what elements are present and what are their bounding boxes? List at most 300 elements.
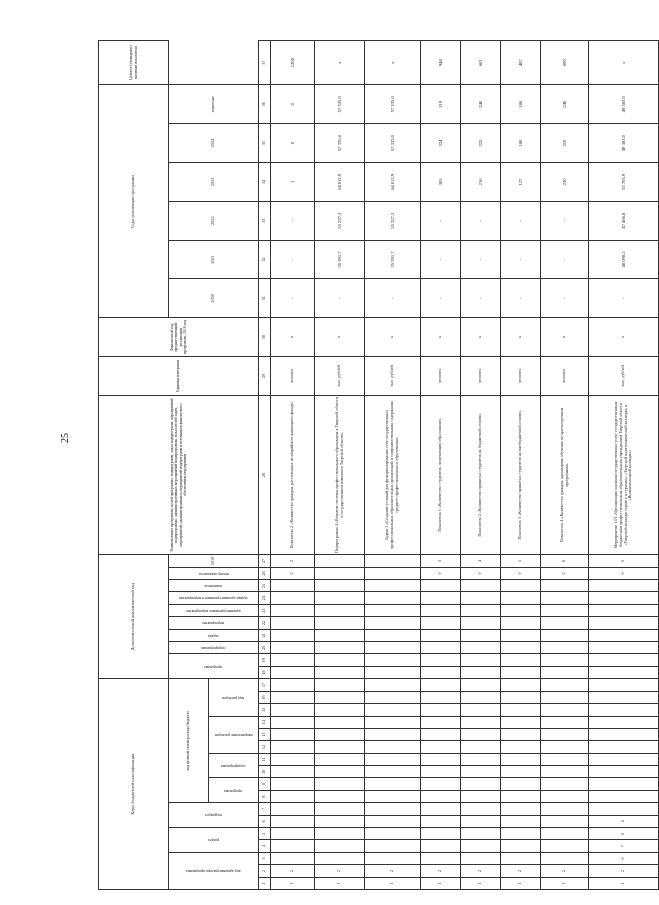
code-cell	[421, 592, 461, 604]
code-cell	[461, 704, 501, 716]
code-cell	[501, 592, 541, 604]
code-cell	[315, 567, 365, 579]
code-cell	[365, 704, 421, 716]
code-cell	[271, 741, 315, 753]
code-cell	[541, 815, 589, 827]
code-cell	[501, 654, 541, 666]
code-cell	[501, 828, 541, 840]
code-cell	[271, 790, 315, 802]
code-cell	[589, 592, 659, 604]
code-cell	[315, 629, 365, 641]
column-number-row	[259, 41, 271, 890]
code-cell: 2	[461, 865, 501, 877]
row-year-value-cell: -	[271, 201, 315, 240]
row-year-value-cell: 49 383,0	[589, 124, 659, 163]
code-cell	[271, 654, 315, 666]
code-cell	[271, 766, 315, 778]
code-cell	[315, 815, 365, 827]
code-cell	[421, 642, 461, 654]
table-row	[461, 41, 501, 890]
column-number-cell: 20	[259, 642, 271, 654]
code-cell	[271, 617, 315, 629]
header-subprogram: подпрограмма	[209, 753, 259, 778]
code-cell	[501, 728, 541, 740]
code-cell	[421, 728, 461, 740]
rotated-table-wrapper	[98, 40, 633, 890]
code-cell	[315, 790, 365, 802]
code-cell	[365, 555, 421, 567]
header-year-6: 2024	[169, 124, 259, 163]
header-csr-group: код целевой статьи расхода бюджета	[169, 679, 209, 803]
code-cell	[315, 828, 365, 840]
code-cell	[271, 852, 315, 864]
code-cell	[541, 604, 589, 616]
code-cell	[271, 580, 315, 592]
code-cell	[315, 803, 365, 815]
row-year-value-cell: -	[421, 279, 461, 318]
column-number-cell: 8	[259, 790, 271, 802]
code-cell	[461, 592, 501, 604]
code-cell	[461, 666, 501, 678]
row-year-value-cell: 216	[461, 162, 501, 201]
code-cell	[541, 803, 589, 815]
row-name-cell: Показатель 1 «Количество студентов, получающих образование»	[421, 395, 461, 555]
code-cell	[421, 852, 461, 864]
column-number-cell: 11	[259, 753, 271, 765]
code-cell	[541, 728, 589, 740]
row-year-value-cell: 57 335,0	[315, 85, 365, 124]
column-number-cell: 25	[259, 580, 271, 592]
header-add-activity: мероприятие	[169, 617, 259, 629]
row-target-cell: 487	[501, 41, 541, 85]
code-cell: 0	[461, 567, 501, 579]
code-cell	[501, 629, 541, 641]
row-year-value-cell: 319	[421, 85, 461, 124]
row-name-cell: Мероприятие 1.01 «Организация оказания государственных услуг государственным бюджетным профессиональным образовательным учреждением Тверской области «Тверской колледж сервиса и туризма», «Тверской политехнический колледж» и «Вышневолоцкий колледж»»	[589, 395, 659, 555]
code-cell	[365, 679, 421, 692]
code-cell	[421, 679, 461, 692]
column-number-cell: 29	[259, 356, 271, 395]
code-cell	[365, 654, 421, 666]
code-cell	[421, 580, 461, 592]
code-cell	[461, 815, 501, 827]
code-cell	[365, 592, 421, 604]
code-cell	[271, 666, 315, 678]
column-number-cell: 1	[259, 877, 271, 889]
header-year-1: 2019	[169, 555, 259, 567]
code-cell	[589, 604, 659, 616]
code-cell	[541, 580, 589, 592]
row-name-cell: Подпрограмма 4 «Развитие системы профессионального образования в Тверской области в государственном комплексе Тверской области»	[315, 395, 365, 555]
code-cell	[271, 592, 315, 604]
row-name-cell: Показатель 2 «Количество принятых студентов на бюджетной основе»	[461, 395, 501, 555]
code-cell	[315, 642, 365, 654]
column-number-cell: 37	[259, 41, 271, 85]
row-year-value-cell: -	[541, 240, 589, 279]
code-cell	[365, 778, 421, 790]
row-year-value-cell: -	[541, 201, 589, 240]
row-year-value-cell: -	[461, 201, 501, 240]
code-cell	[365, 666, 421, 678]
row-year-value-cell: 305	[421, 162, 461, 201]
code-cell	[541, 666, 589, 678]
code-cell	[589, 778, 659, 790]
code-cell	[501, 704, 541, 716]
row-year-value-cell: -	[271, 279, 315, 318]
row-year-value-cell: -	[315, 279, 365, 318]
code-cell	[315, 666, 365, 678]
code-cell	[501, 840, 541, 852]
code-cell: 2	[365, 865, 421, 877]
code-cell	[315, 766, 365, 778]
column-number-cell: 13	[259, 728, 271, 740]
code-cell	[541, 691, 589, 703]
code-cell	[501, 642, 541, 654]
code-cell	[365, 629, 421, 641]
code-cell	[315, 840, 365, 852]
header-subsection: подраздел	[169, 803, 259, 828]
header-add-indicator: показатель	[169, 580, 259, 592]
row-year-value-cell: 0	[271, 124, 315, 163]
row-target-cell: 1200	[271, 41, 315, 85]
code-cell	[315, 704, 365, 716]
code-cell	[501, 790, 541, 802]
row-year-value-cell: 57 335,0	[365, 124, 421, 163]
header-direction: направление расходов	[209, 716, 259, 753]
column-number-cell: 28	[259, 395, 271, 555]
column-number-cell: 30	[259, 318, 271, 357]
code-cell: 0	[541, 567, 589, 579]
code-cell	[541, 629, 589, 641]
row-year-value-cell: 220	[541, 162, 589, 201]
header-additional-code: Дополнительный аналитический код	[99, 555, 169, 679]
row-year-value-cell: 57 335,0	[365, 85, 421, 124]
code-cell	[365, 580, 421, 592]
row-year-value-cell: 240	[541, 85, 589, 124]
row-fin-year-cell: х	[365, 318, 421, 357]
code-cell	[315, 691, 365, 703]
code-cell	[271, 728, 315, 740]
table-row	[421, 41, 461, 890]
code-cell	[421, 828, 461, 840]
row-year-value-cell: 127	[501, 162, 541, 201]
row-name-cell: Показатель 3 «Количество принятых студентов на внебюджетной основе»	[501, 395, 541, 555]
code-cell	[271, 778, 315, 790]
row-year-value-cell: 55 391,7	[315, 240, 365, 279]
code-cell: 4	[589, 815, 659, 827]
column-number-cell: 19	[259, 654, 271, 666]
code-cell	[461, 766, 501, 778]
code-cell	[501, 741, 541, 753]
row-unit-cell: человек	[461, 356, 501, 395]
code-cell	[271, 679, 315, 692]
row-fin-year-cell: х	[461, 318, 501, 357]
column-number-cell: 36	[259, 85, 271, 124]
code-cell: 2	[501, 865, 541, 877]
row-fin-year-cell: х	[501, 318, 541, 357]
code-cell	[461, 629, 501, 641]
code-cell	[315, 753, 365, 765]
column-number-cell: 7	[259, 803, 271, 815]
code-cell	[461, 828, 501, 840]
code-cell: 1	[589, 877, 659, 889]
code-cell	[315, 617, 365, 629]
header-year-2: 2020	[169, 279, 259, 318]
code-cell	[421, 691, 461, 703]
code-cell	[541, 741, 589, 753]
row-target-cell: х	[365, 41, 421, 85]
code-cell: 0	[589, 852, 659, 864]
code-cell	[541, 778, 589, 790]
code-cell: 1	[315, 877, 365, 889]
column-number-cell: 27	[259, 555, 271, 567]
code-cell	[501, 580, 541, 592]
code-cell	[315, 679, 365, 692]
code-cell	[589, 691, 659, 703]
column-number-cell: 14	[259, 716, 271, 728]
row-target-cell: 690	[541, 41, 589, 85]
row-year-value-cell: -	[589, 279, 659, 318]
header-name-column: Наименование программы, целей программы, подпрограмм, задач подпрограмм, мероприятий подпрограммы, административных мероприятий подпрограммы, показателей задач, мероприятий, административных мероприятий подпрограмм и источников финансового обеспечения мероприятия	[99, 395, 259, 555]
code-cell	[315, 716, 365, 728]
header-fin-year-column: Финансовый год, предшествующий реализации программы, 2018 год	[99, 318, 259, 357]
column-number-cell: 2	[259, 865, 271, 877]
header-add-subprogram: подпрограмма	[169, 642, 259, 654]
code-cell	[541, 642, 589, 654]
code-cell	[461, 852, 501, 864]
code-cell	[421, 716, 461, 728]
row-year-value-cell: -	[501, 240, 541, 279]
row-year-value-cell: 55 227,3	[365, 201, 421, 240]
code-cell	[315, 592, 365, 604]
row-year-value-cell: 324	[421, 124, 461, 163]
header-admin-code: код администратора программы	[169, 852, 259, 889]
code-cell	[501, 803, 541, 815]
code-cell	[421, 840, 461, 852]
row-unit-cell: тыс. рублей	[589, 356, 659, 395]
row-year-value-cell: -	[421, 240, 461, 279]
code-cell	[461, 840, 501, 852]
table-row	[365, 41, 421, 890]
code-cell	[421, 617, 461, 629]
column-number-cell: 10	[259, 766, 271, 778]
row-year-value-cell: 53 705,9	[589, 162, 659, 201]
code-cell: 2	[541, 865, 589, 877]
code-cell	[271, 604, 315, 616]
column-number-cell: 4	[259, 840, 271, 852]
column-number-cell: 15	[259, 704, 271, 716]
header-add-program: программа	[169, 654, 259, 679]
code-cell	[541, 679, 589, 692]
code-cell	[271, 753, 315, 765]
code-cell	[541, 766, 589, 778]
row-year-value-cell: -	[271, 240, 315, 279]
code-cell	[365, 840, 421, 852]
code-cell	[541, 704, 589, 716]
header-add-activity-tasks: задачи административного мероприятия	[169, 592, 259, 604]
table-row	[541, 41, 589, 890]
row-name-cell: Задача 1 «Создание условий для функционирования сети государственных профессиональных образовательных организаций и совершенствования содержания среднего профессионального образования»	[365, 395, 421, 555]
header-target-group: Целевое (суммарное) значение показателя	[99, 41, 169, 85]
code-cell	[541, 753, 589, 765]
column-number-cell: 21	[259, 629, 271, 641]
row-year-value-cell: -	[501, 279, 541, 318]
row-year-value-cell: -	[541, 279, 589, 318]
row-unit-cell: тыс. рублей	[315, 356, 365, 395]
column-number-cell: 24	[259, 592, 271, 604]
row-year-value-cell: 180	[501, 85, 541, 124]
code-cell	[541, 840, 589, 852]
code-cell	[541, 790, 589, 802]
code-cell	[421, 604, 461, 616]
code-cell	[461, 778, 501, 790]
code-cell	[365, 567, 421, 579]
row-fin-year-cell: х	[421, 318, 461, 357]
code-cell	[589, 741, 659, 753]
row-year-value-cell: 48 098,2	[589, 240, 659, 279]
code-cell: 0	[589, 567, 659, 579]
code-cell	[421, 778, 461, 790]
column-number-cell: 6	[259, 815, 271, 827]
code-cell	[271, 803, 315, 815]
row-year-value-cell: -	[461, 240, 501, 279]
row-year-value-cell: -	[421, 201, 461, 240]
code-cell	[271, 828, 315, 840]
code-cell: 4	[461, 555, 501, 567]
code-cell	[365, 766, 421, 778]
column-number-cell: 35	[259, 124, 271, 163]
code-cell	[589, 803, 659, 815]
table-row	[589, 41, 659, 890]
code-cell	[365, 642, 421, 654]
column-number-cell: 9	[259, 778, 271, 790]
budget-program-table	[98, 40, 659, 890]
header-unit-column: Единица измерения	[99, 356, 259, 395]
row-year-value-cell: -	[461, 279, 501, 318]
code-cell	[365, 691, 421, 703]
code-cell	[365, 815, 421, 827]
table-row	[315, 41, 365, 890]
code-cell	[315, 852, 365, 864]
code-cell	[461, 580, 501, 592]
column-number-cell: 32	[259, 240, 271, 279]
code-cell: 7	[589, 840, 659, 852]
code-cell	[315, 580, 365, 592]
row-unit-cell: человек	[421, 356, 461, 395]
header-codes-budget: Коды бюджетной классификации	[99, 679, 169, 890]
code-cell	[501, 778, 541, 790]
code-cell	[589, 642, 659, 654]
code-cell	[421, 704, 461, 716]
row-unit-cell: человек	[271, 356, 315, 395]
code-cell	[271, 815, 315, 827]
code-cell	[541, 617, 589, 629]
code-cell	[365, 617, 421, 629]
row-target-cell: 681	[461, 41, 501, 85]
code-cell	[589, 617, 659, 629]
code-cell: 5	[501, 555, 541, 567]
code-cell: 1	[421, 877, 461, 889]
code-cell	[315, 728, 365, 740]
header-expense-type: вид расходов	[209, 679, 259, 716]
code-cell	[589, 580, 659, 592]
code-cell	[461, 654, 501, 666]
row-year-value-cell: 210	[541, 124, 589, 163]
header-row-1	[99, 41, 169, 890]
code-cell	[589, 766, 659, 778]
code-cell	[501, 716, 541, 728]
row-year-value-cell: -	[365, 279, 421, 318]
header-target-sub: значение	[169, 85, 259, 124]
code-cell	[315, 654, 365, 666]
code-cell	[501, 691, 541, 703]
code-cell	[365, 790, 421, 802]
code-cell	[461, 642, 501, 654]
code-cell: 2	[271, 555, 315, 567]
code-cell	[271, 629, 315, 641]
code-cell	[421, 666, 461, 678]
row-year-value-cell: 64 012,9	[365, 162, 421, 201]
code-cell: 2	[589, 865, 659, 877]
code-cell	[461, 728, 501, 740]
row-name-cell: Показатель 4 «Количество граждан, прошедших обучение по краткосрочным программам»	[541, 395, 589, 555]
column-number-cell: 31	[259, 279, 271, 318]
code-cell	[541, 592, 589, 604]
code-cell	[461, 803, 501, 815]
code-cell	[315, 555, 365, 567]
code-cell	[421, 803, 461, 815]
code-cell: 1	[365, 877, 421, 889]
header-section: раздел	[169, 828, 259, 853]
row-year-value-cell: 57 335,0	[315, 124, 365, 163]
code-cell	[421, 790, 461, 802]
header-program: программа	[209, 778, 259, 803]
column-number-cell: 18	[259, 666, 271, 678]
code-cell	[421, 815, 461, 827]
code-cell	[589, 629, 659, 641]
row-fin-year-cell: х	[315, 318, 365, 357]
code-cell	[541, 852, 589, 864]
header-year-3: 2021	[169, 240, 259, 279]
code-cell	[589, 666, 659, 678]
code-cell	[315, 604, 365, 616]
code-cell: 0	[271, 567, 315, 579]
code-cell	[541, 828, 589, 840]
code-cell	[501, 852, 541, 864]
code-cell: 0	[589, 828, 659, 840]
code-cell	[421, 654, 461, 666]
row-year-value-cell: -	[501, 201, 541, 240]
header-add-task: задача	[169, 629, 259, 641]
budget-table-area	[98, 40, 633, 890]
code-cell	[501, 679, 541, 692]
code-cell	[421, 753, 461, 765]
column-number-cell: 23	[259, 604, 271, 616]
code-cell	[501, 617, 541, 629]
code-cell: 0	[421, 567, 461, 579]
column-number-cell: 34	[259, 162, 271, 201]
header-year-5: 2023	[169, 162, 259, 201]
column-number-cell: 33	[259, 201, 271, 240]
header-year-4: 2022	[169, 201, 259, 240]
row-fin-year-cell: х	[541, 318, 589, 357]
code-cell	[365, 852, 421, 864]
code-cell	[501, 815, 541, 827]
row-target-cell: х	[315, 41, 365, 85]
code-cell	[365, 728, 421, 740]
row-year-value-cell: 0	[271, 85, 315, 124]
code-cell: 1	[501, 877, 541, 889]
